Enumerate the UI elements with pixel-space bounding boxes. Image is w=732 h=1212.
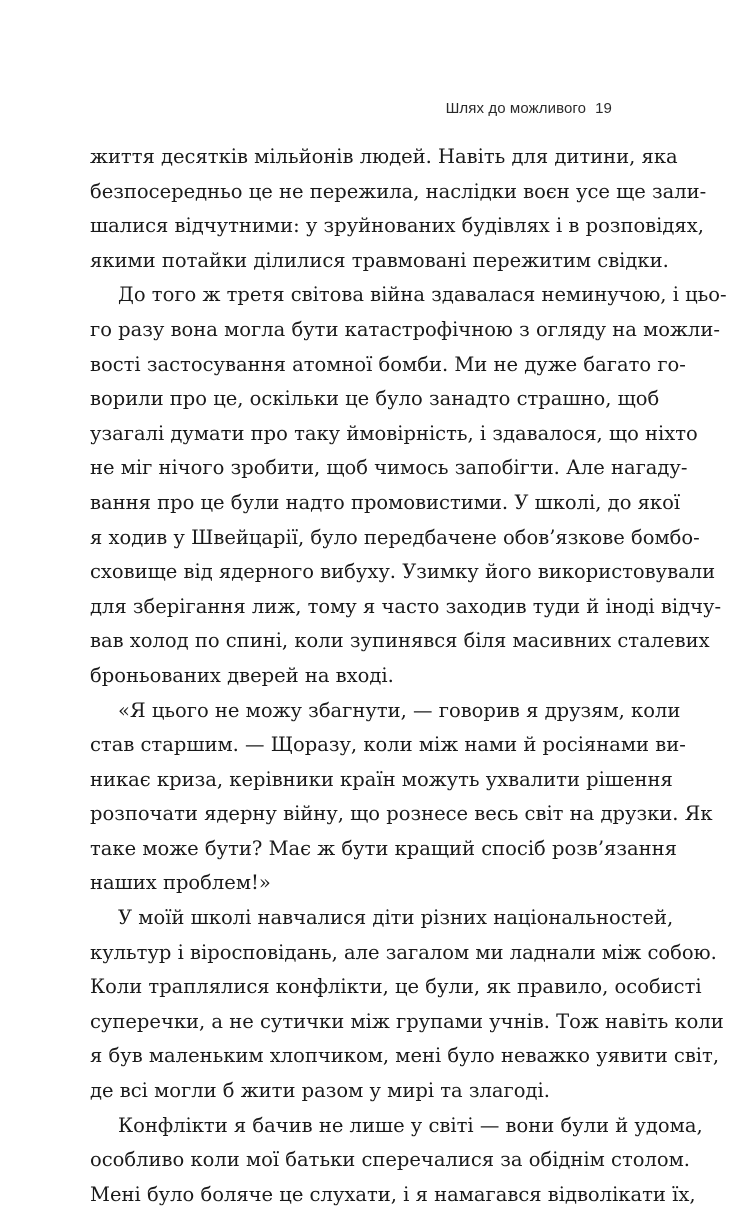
text-line: вав холод по спині, коли зупинявся біля масивних сталевих <box>90 629 710 653</box>
text-line: я був маленьким хлопчиком, мені було неважко уявити світ, <box>90 1044 720 1068</box>
paragraph <box>90 1109 703 1212</box>
text-line: я ходив у Швейцарії, було передбачене обов’язкове бомбо- <box>90 525 700 549</box>
text-line: якими потайки ділилися травмовані пережитим свідки. <box>90 248 669 272</box>
text-line: розпочати ядерну війну, що рознесе весь світ на друзки. Як <box>90 802 713 826</box>
text-line: де всі могли б жити разом у мирі та злагоді. <box>90 1079 550 1103</box>
text-line: До того ж третя світова війна здавалася неминучою, і цьо- <box>118 283 727 307</box>
text-line: наших проблем!» <box>90 871 271 895</box>
text-line: го разу вона могла бути катастрофічною з огляду на можли- <box>90 317 720 341</box>
text-line: У моїй школі навчалися діти різних національностей, <box>118 906 674 930</box>
text-line: сховище від ядерного вибуху. Узимку його використовували <box>90 560 716 584</box>
page-number: 19 <box>595 100 612 117</box>
text-line: суперечки, а не сутички між групами учнів. Тож навіть коли <box>90 1009 724 1033</box>
text-line: шалися відчутними: у зруйнованих будівлях і в розповідях, <box>90 214 704 238</box>
text-line: для зберігання лиж, тому я часто заходив туди й іноді відчу- <box>90 594 722 618</box>
text-line: вання про це були надто промовистими. У школі, до якої <box>90 490 681 514</box>
text-line: Коли траплялися конфлікти, це були, як правило, особисті <box>90 975 702 999</box>
text-line: став старшим. — Щоразу, коли між нами й росіянами ви- <box>90 733 686 757</box>
text-line: броньованих дверей на вході. <box>90 663 394 687</box>
text-line: особливо коли мої батьки сперечалися за обіднім столом. <box>90 1148 690 1172</box>
text-line: безпосередньо це не пережила, наслідки воєн усе ще зали- <box>90 179 707 203</box>
paragraph <box>90 694 713 902</box>
text-line: таке може бути? Має ж бути кращий спосіб розв’язання <box>90 836 677 860</box>
body-text <box>90 140 727 1212</box>
text-line: «Я цього не можу збагнути, — говорив я друзям, коли <box>118 698 681 722</box>
text-line: вості застосування атомної бомби. Ми не дуже багато го- <box>90 352 686 376</box>
text-line: Мені було боляче це слухати, і я намагався відволікати їх, <box>90 1182 696 1206</box>
text-line: Конфлікти я бачив не лише у світі — вони були й удома, <box>118 1113 703 1137</box>
text-line: не міг нічого зробити, щоб чимось запобігти. Але нагаду- <box>90 456 688 480</box>
text-line: життя десятків мільйонів людей. Навіть для дитини, яка <box>90 145 678 168</box>
text-line: культур і віросповідань, але загалом ми ладнали між собою. <box>90 940 717 964</box>
text-line: узагалі думати про таку ймовірність, і здавалося, що ніхто <box>90 421 698 445</box>
running-head-title: Шлях до можливого <box>445 100 587 117</box>
paragraph <box>90 140 707 278</box>
text-line: ворили про це, оскільки це було занадто страшно, щоб <box>90 387 660 411</box>
text-line: никає криза, керівники країн можуть ухвалити рішення <box>90 767 673 791</box>
running-head <box>446 100 612 117</box>
paragraph <box>90 278 727 693</box>
paragraph <box>90 901 724 1109</box>
